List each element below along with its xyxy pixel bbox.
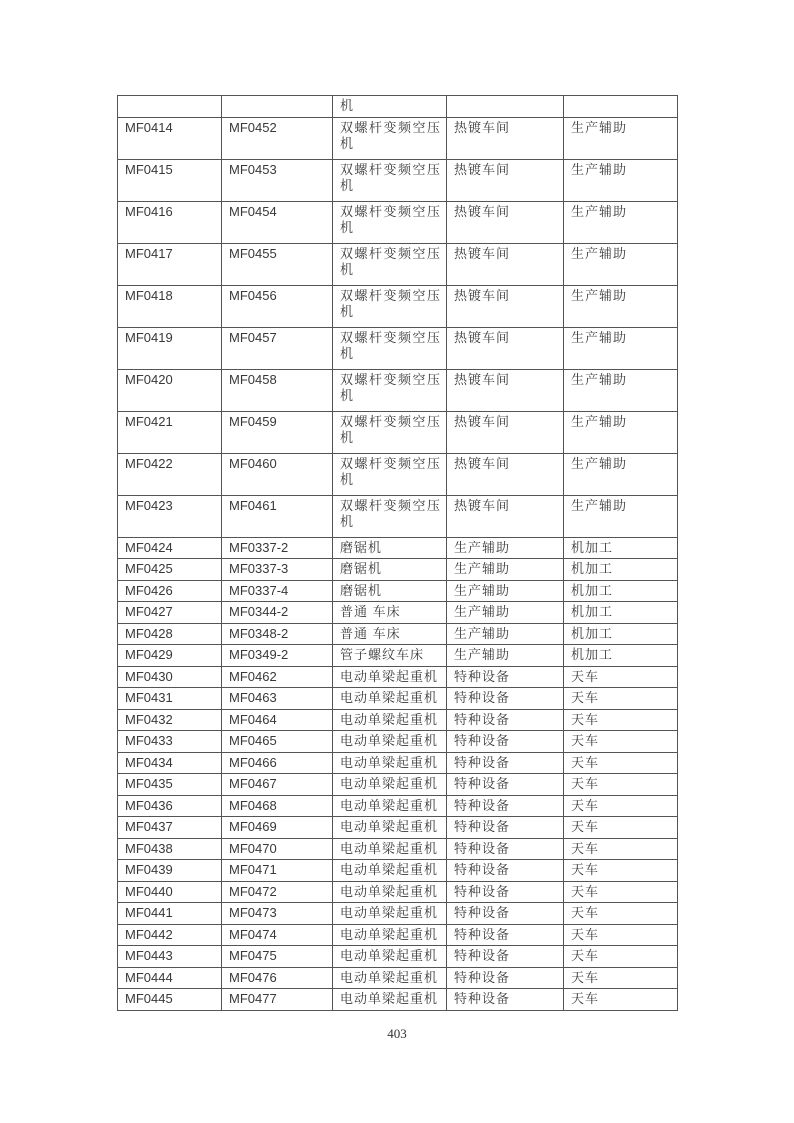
table-cell: 天车 [564,989,678,1011]
table-cell: 双螺杆变频空压机 [333,285,447,327]
table-row [118,285,678,327]
table-row [118,411,678,453]
table-cell: 电动单梁起重机 [333,731,447,753]
table-cell: MF0454 [222,201,333,243]
table-cell: MF0337-4 [222,580,333,602]
table-cell: MF0430 [118,666,222,688]
table-cell: MF0445 [118,989,222,1011]
table-cell: MF0465 [222,731,333,753]
table-cell: MF0472 [222,881,333,903]
table-cell: 电动单梁起重机 [333,881,447,903]
table-cell: MF0477 [222,989,333,1011]
equipment-table [117,95,678,1011]
table-cell: 热镀车间 [447,495,564,537]
table-cell: 热镀车间 [447,285,564,327]
table-cell: 天车 [564,881,678,903]
table-cell: 生产辅助 [447,580,564,602]
table-cell: MF0463 [222,688,333,710]
table-cell: 电动单梁起重机 [333,903,447,925]
table-cell: MF0432 [118,709,222,731]
table-cell: 热镀车间 [447,369,564,411]
table-cell: 特种设备 [447,946,564,968]
table-cell: MF0344-2 [222,602,333,624]
table-cell: 电动单梁起重机 [333,688,447,710]
table-cell: 生产辅助 [447,559,564,581]
table-cell: 生产辅助 [447,537,564,559]
table-cell: 天车 [564,838,678,860]
table-cell: MF0438 [118,838,222,860]
table-row [118,881,678,903]
table-cell [222,96,333,118]
table-cell: MF0433 [118,731,222,753]
table-cell: 电动单梁起重机 [333,709,447,731]
table-row [118,989,678,1011]
table-cell: MF0418 [118,285,222,327]
table-cell: MF0439 [118,860,222,882]
table-cell: MF0440 [118,881,222,903]
table-row [118,495,678,537]
table-cell: MF0429 [118,645,222,667]
table-row [118,453,678,495]
table-cell: 热镀车间 [447,159,564,201]
table-cell: 双螺杆变频空压机 [333,453,447,495]
table-cell: 机加工 [564,559,678,581]
table-cell: 普通 车床 [333,623,447,645]
table-cell: 特种设备 [447,881,564,903]
table-cell: MF0459 [222,411,333,453]
table-cell: MF0441 [118,903,222,925]
table-cell: 热镀车间 [447,327,564,369]
table-cell: MF0444 [118,967,222,989]
table-cell: 特种设备 [447,731,564,753]
table-cell: 机加工 [564,580,678,602]
table-cell: MF0467 [222,774,333,796]
table-cell: 特种设备 [447,688,564,710]
table-cell: 双螺杆变频空压机 [333,159,447,201]
table-cell: 天车 [564,709,678,731]
table-cell: 电动单梁起重机 [333,967,447,989]
table-cell: MF0423 [118,495,222,537]
table-cell [564,96,678,118]
table-row [118,838,678,860]
table-cell: MF0464 [222,709,333,731]
table-cell [118,96,222,118]
table-cell: MF0414 [118,117,222,159]
table-row [118,559,678,581]
table-cell: MF0458 [222,369,333,411]
table-row [118,369,678,411]
table-cell: MF0426 [118,580,222,602]
table-row [118,96,678,118]
table-cell: 双螺杆变频空压机 [333,369,447,411]
table-row [118,924,678,946]
table-cell: 特种设备 [447,989,564,1011]
table-cell: MF0468 [222,795,333,817]
table-cell: 普通 车床 [333,602,447,624]
table-cell: 特种设备 [447,795,564,817]
table-cell: MF0415 [118,159,222,201]
table-cell: MF0443 [118,946,222,968]
table-cell: 电动单梁起重机 [333,795,447,817]
table-cell: 机加工 [564,537,678,559]
table-cell: 电动单梁起重机 [333,838,447,860]
table-cell: 机加工 [564,602,678,624]
table-cell: 机加工 [564,623,678,645]
table-cell: 机 [333,96,447,118]
table-cell: 天车 [564,946,678,968]
table-cell: 特种设备 [447,774,564,796]
table-cell: MF0475 [222,946,333,968]
table-cell: 管子螺纹车床 [333,645,447,667]
table-cell: 生产辅助 [564,285,678,327]
table-cell: 天车 [564,752,678,774]
table-cell: 热镀车间 [447,411,564,453]
table-cell: MF0470 [222,838,333,860]
table-cell: 热镀车间 [447,243,564,285]
table-cell: MF0337-3 [222,559,333,581]
table-cell: MF0427 [118,602,222,624]
table-row [118,645,678,667]
table-cell: MF0419 [118,327,222,369]
equipment-table-body [118,96,678,1011]
table-cell: 机加工 [564,645,678,667]
table-cell: MF0348-2 [222,623,333,645]
table-cell: 电动单梁起重机 [333,924,447,946]
table-cell: 特种设备 [447,666,564,688]
table-row [118,817,678,839]
table-cell: 特种设备 [447,903,564,925]
table-row [118,752,678,774]
table-cell: 双螺杆变频空压机 [333,495,447,537]
table-cell: 天车 [564,731,678,753]
table-cell: MF0471 [222,860,333,882]
table-cell: MF0421 [118,411,222,453]
table-cell: 电动单梁起重机 [333,752,447,774]
table-cell: 双螺杆变频空压机 [333,411,447,453]
table-cell: 磨锯机 [333,559,447,581]
table-cell: MF0435 [118,774,222,796]
table-row [118,327,678,369]
table-cell: 电动单梁起重机 [333,989,447,1011]
table-cell: 双螺杆变频空压机 [333,201,447,243]
table-cell: 电动单梁起重机 [333,860,447,882]
table-cell: MF0416 [118,201,222,243]
table-cell: 生产辅助 [447,623,564,645]
table-cell: MF0460 [222,453,333,495]
table-cell: 特种设备 [447,752,564,774]
table-cell: MF0337-2 [222,537,333,559]
table-cell: 磨锯机 [333,580,447,602]
table-row [118,795,678,817]
table-cell: 生产辅助 [447,602,564,624]
table-cell: MF0474 [222,924,333,946]
table-cell: MF0424 [118,537,222,559]
table-cell: 特种设备 [447,838,564,860]
table-cell: 天车 [564,688,678,710]
table-cell: 生产辅助 [564,243,678,285]
table-cell: 生产辅助 [447,645,564,667]
table-cell: MF0462 [222,666,333,688]
table-cell: 生产辅助 [564,327,678,369]
table-cell: 天车 [564,860,678,882]
table-cell: 生产辅助 [564,369,678,411]
table-row [118,774,678,796]
table-cell: MF0428 [118,623,222,645]
table-cell: MF0456 [222,285,333,327]
table-cell: 天车 [564,924,678,946]
table-cell: 天车 [564,817,678,839]
table-cell: MF0437 [118,817,222,839]
page-number: 403 [387,1026,407,1041]
table-row [118,860,678,882]
table-cell: 天车 [564,666,678,688]
table-row [118,623,678,645]
table-cell: 生产辅助 [564,411,678,453]
table-cell: 天车 [564,774,678,796]
table-row [118,688,678,710]
table-cell: MF0461 [222,495,333,537]
table-row [118,117,678,159]
table-cell: 生产辅助 [564,453,678,495]
table-cell: 双螺杆变频空压机 [333,243,447,285]
table-cell: MF0420 [118,369,222,411]
table-cell: 生产辅助 [564,117,678,159]
table-cell: 天车 [564,903,678,925]
table-cell: 生产辅助 [564,495,678,537]
table-cell: MF0431 [118,688,222,710]
table-cell: MF0476 [222,967,333,989]
table-row [118,159,678,201]
table-cell: 特种设备 [447,967,564,989]
table-cell: 热镀车间 [447,117,564,159]
table-row [118,580,678,602]
table-row [118,666,678,688]
table-row [118,903,678,925]
table-row [118,967,678,989]
table-cell: 特种设备 [447,860,564,882]
table-cell: 热镀车间 [447,201,564,243]
table-cell: MF0349-2 [222,645,333,667]
table-cell: 生产辅助 [564,159,678,201]
table-cell: 特种设备 [447,709,564,731]
table-row [118,709,678,731]
table-cell: 双螺杆变频空压机 [333,117,447,159]
table-cell: 电动单梁起重机 [333,666,447,688]
table-cell: MF0422 [118,453,222,495]
table-row [118,201,678,243]
table-cell: 磨锯机 [333,537,447,559]
table-cell: MF0466 [222,752,333,774]
table-cell: 电动单梁起重机 [333,817,447,839]
table-row [118,243,678,285]
table-cell: MF0469 [222,817,333,839]
table-cell: 特种设备 [447,817,564,839]
table-row [118,537,678,559]
table-cell: 电动单梁起重机 [333,946,447,968]
table-cell: 特种设备 [447,924,564,946]
table-cell: MF0457 [222,327,333,369]
table-cell: 电动单梁起重机 [333,774,447,796]
table-cell: MF0417 [118,243,222,285]
table-cell: MF0436 [118,795,222,817]
table-row [118,731,678,753]
table-cell: 双螺杆变频空压机 [333,327,447,369]
table-cell: 天车 [564,967,678,989]
table-row [118,602,678,624]
table-cell: 热镀车间 [447,453,564,495]
table-cell: 生产辅助 [564,201,678,243]
table-cell: 天车 [564,795,678,817]
table-cell: MF0453 [222,159,333,201]
table-cell: MF0473 [222,903,333,925]
table-cell: MF0425 [118,559,222,581]
table-cell: MF0434 [118,752,222,774]
table-cell: MF0455 [222,243,333,285]
table-cell: MF0442 [118,924,222,946]
table-cell: MF0452 [222,117,333,159]
table-cell [447,96,564,118]
table-row [118,946,678,968]
